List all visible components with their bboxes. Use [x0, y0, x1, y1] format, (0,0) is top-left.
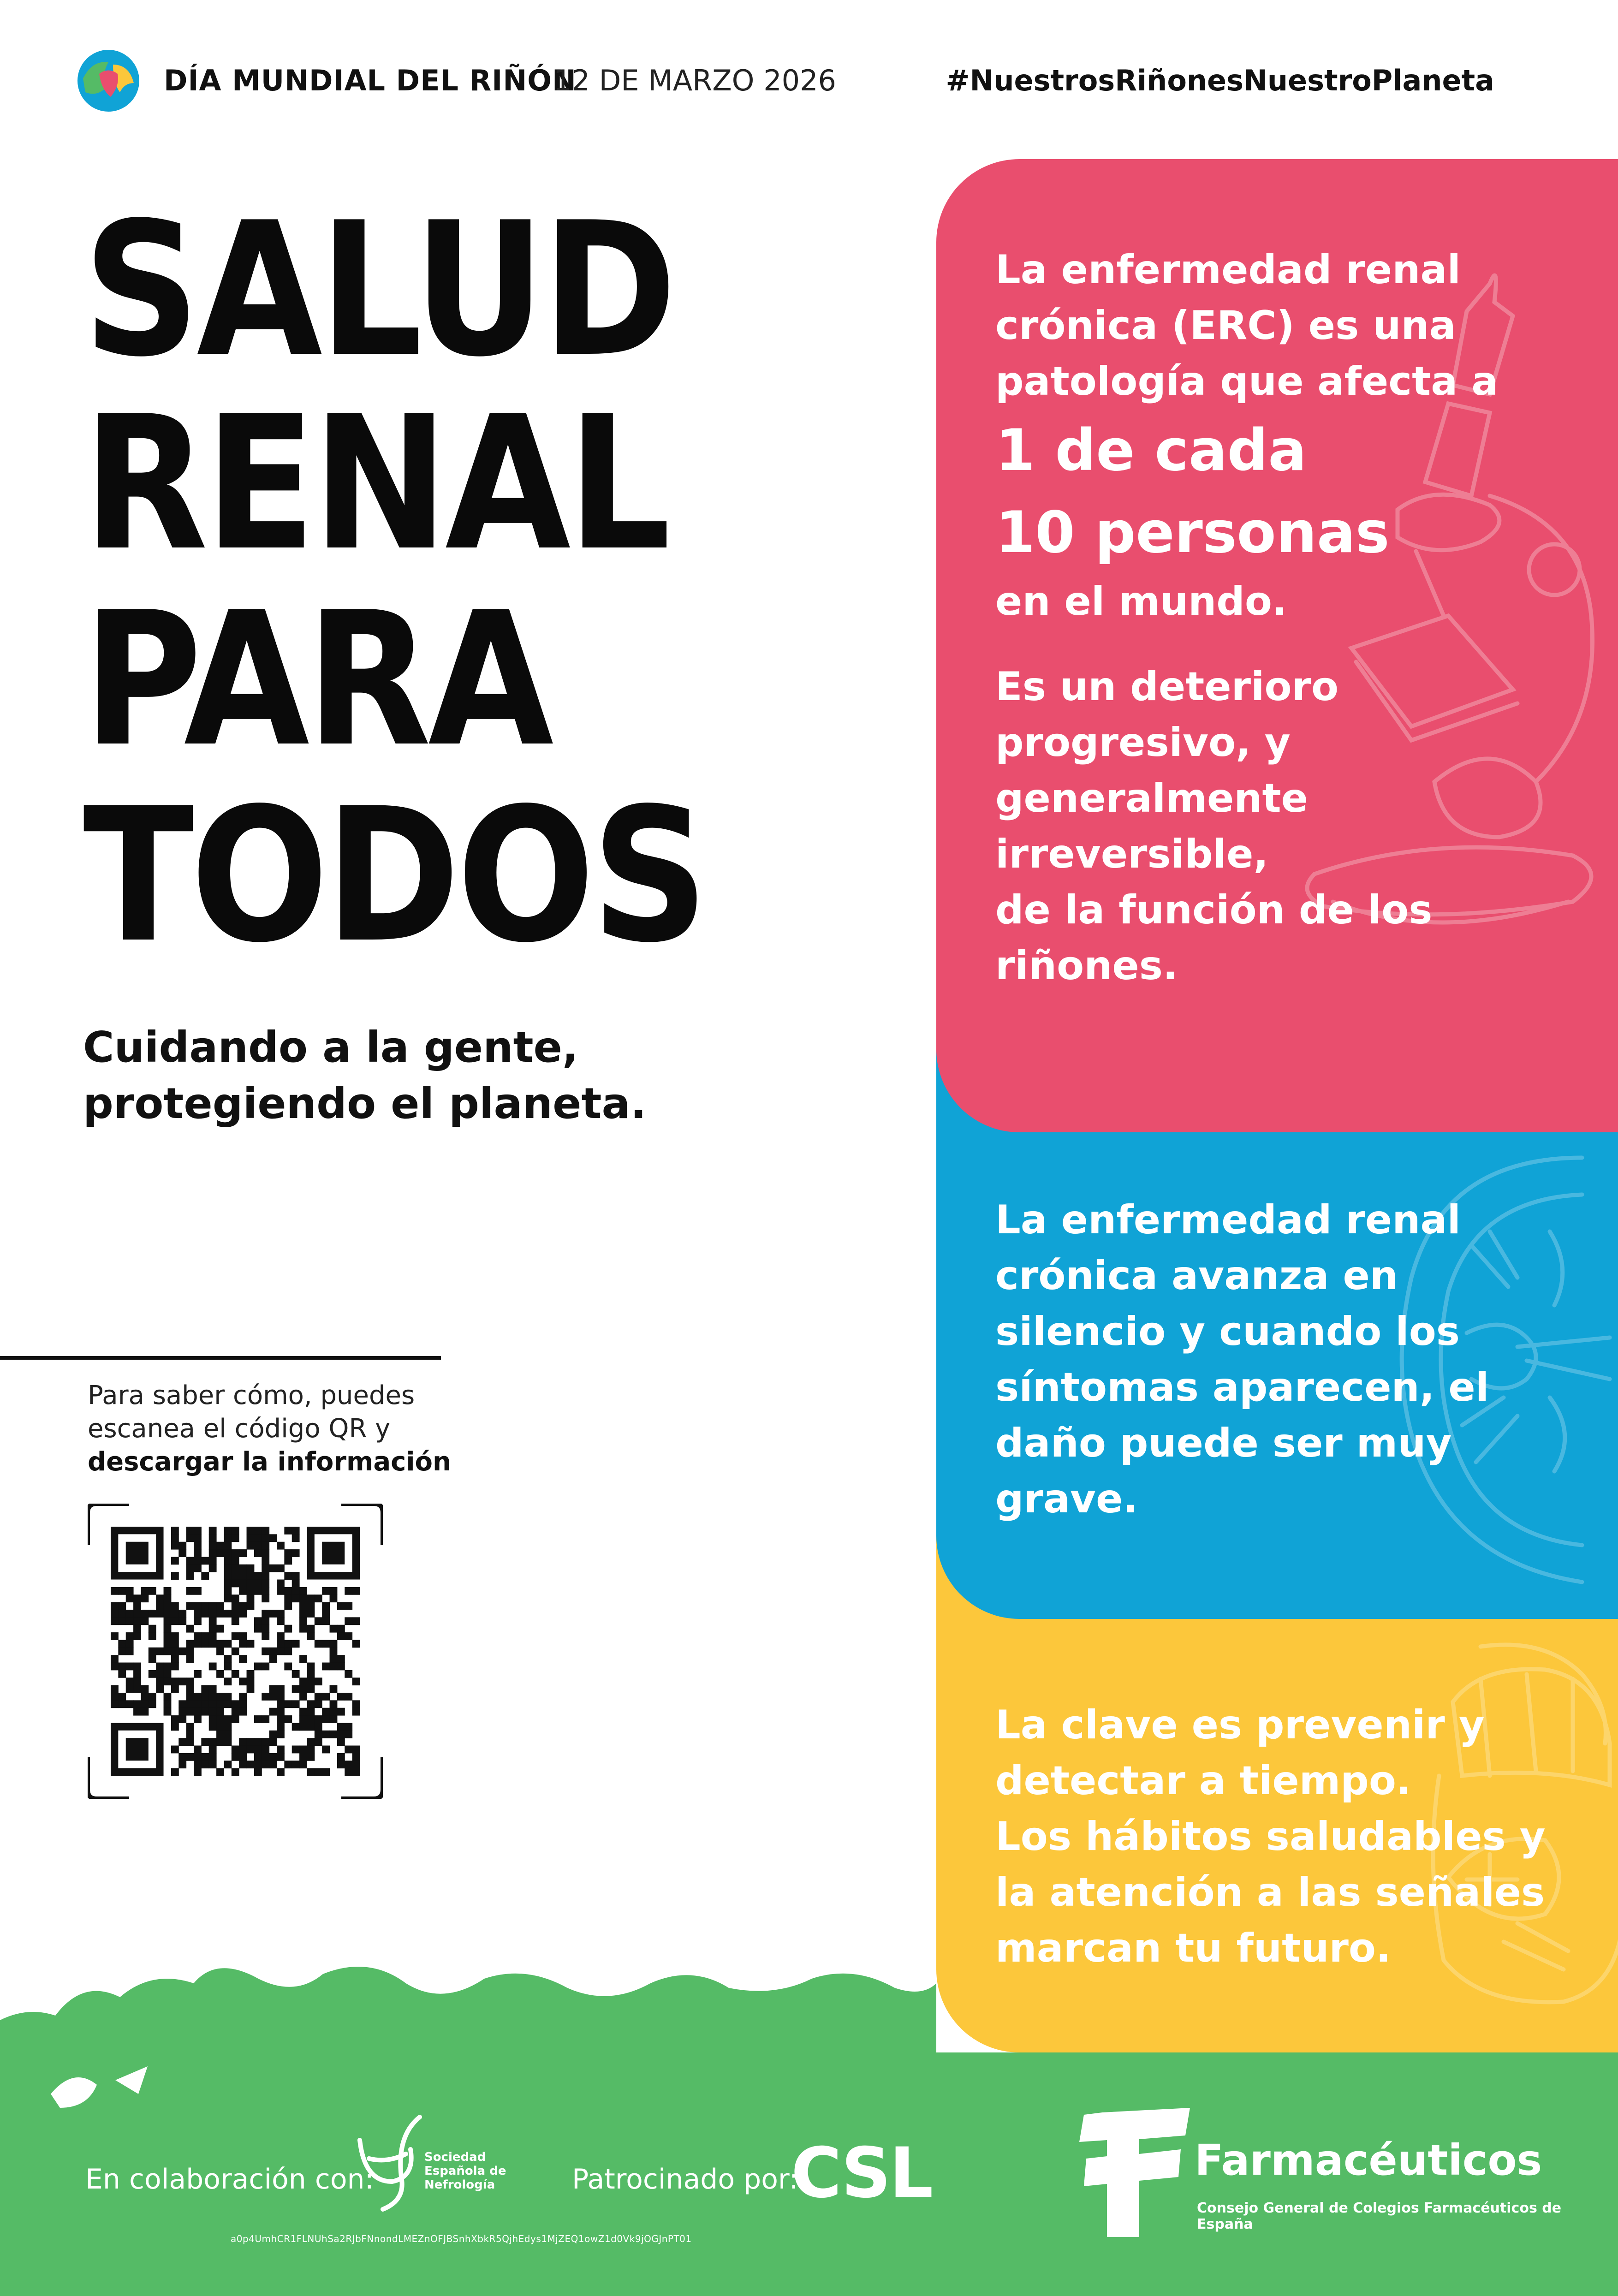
pink-stat-line-1: 1 de cada	[995, 417, 1307, 484]
farma-subtitle: Consejo General de Colegios Farmacéuticos de España	[1197, 2200, 1562, 2232]
blue-text	[995, 1192, 1558, 1527]
pink-line-4: en el mundo.	[995, 578, 1287, 625]
blue-line-5: daño puede ser muy	[995, 1420, 1452, 1466]
blue-line-6: grave.	[995, 1476, 1138, 1522]
yellow-line-1: La clave es prevenir y	[995, 1702, 1485, 1748]
headline-line-4: TODOS	[83, 769, 706, 983]
blue-line-1: La enfermedad renal	[995, 1197, 1461, 1243]
pink-line-7: generalmente	[995, 775, 1308, 821]
blue-line-3: silencio y cuando los	[995, 1309, 1460, 1355]
subtitle-line-1: Cuidando a la gente,	[83, 1023, 578, 1072]
blue-line-4: síntomas aparecen, el	[995, 1364, 1489, 1410]
headline-line-1: SALUD	[83, 183, 674, 398]
pink-line-8: irreversible,	[995, 831, 1269, 877]
collab-label: En colaboración con:	[85, 2163, 374, 2195]
sponsor-label: Patrocinado por:	[572, 2163, 798, 2195]
reference-code: a0p4UmhCR1FLNUhSa2RJbFNnondLMEZnOFJBSnhXbkR5QjhEdys1MjZEQ1owZ1d0Vk9jOGJnPT01	[231, 2233, 692, 2244]
subtitle	[83, 1019, 775, 1132]
hashtag: #NuestrosRiñonesNuestroPlaneta	[946, 64, 1494, 97]
qr-text-line-1: Para saber cómo, puedes	[88, 1380, 415, 1410]
sen-logo-icon	[351, 2108, 526, 2219]
pink-line-1: La enfermedad renal	[995, 247, 1461, 293]
yellow-line-5: marcan tu futuro.	[995, 1925, 1391, 1971]
pink-line-3: patología que afecta a	[995, 358, 1499, 404]
pink-line-2: crónica (ERC) es una	[995, 303, 1456, 349]
sponsor-logo: CSL	[791, 2133, 932, 2213]
qr-text-line-3: descargar la información	[88, 1447, 451, 1477]
pink-text	[995, 242, 1558, 994]
blue-line-2: crónica avanza en	[995, 1253, 1398, 1299]
pink-line-9: de la función de los	[995, 887, 1433, 933]
pink-stat-line-2: 10 personas	[995, 500, 1390, 566]
headline-line-3: PARA	[83, 573, 551, 787]
event-title: DÍA MUNDIAL DEL RIÑÓN	[164, 64, 577, 97]
yellow-line-3: Los hábitos saludables y	[995, 1814, 1546, 1860]
pink-line-5: Es un deterioro	[995, 664, 1339, 710]
headline-line-2: RENAL	[83, 377, 668, 591]
sen-logo-text-2: Española de	[424, 2164, 506, 2178]
pink-line-6: progresivo, y	[995, 720, 1291, 766]
sen-logo-text-1: Sociedad	[424, 2150, 486, 2164]
pink-line-10: riñones.	[995, 943, 1178, 989]
globe-kidney-icon	[74, 46, 143, 115]
farma-name: Farmacéuticos	[1195, 2135, 1542, 2185]
subtitle-line-2: protegiendo el planeta.	[83, 1079, 647, 1128]
event-date: 12 DE MARZO 2026	[553, 64, 836, 97]
divider	[0, 1356, 441, 1360]
qr-instructions	[88, 1379, 503, 1479]
silent-disease-panel	[936, 1047, 1618, 1619]
yellow-line-2: detectar a tiempo.	[995, 1758, 1411, 1804]
sen-logo-text-3: Nefrología	[424, 2178, 495, 2192]
erc-info-panel	[936, 159, 1618, 1132]
yellow-line-4: la atención a las señales	[995, 1869, 1545, 1915]
pharmacy-cross-icon	[1075, 2103, 1195, 2242]
qr-code-icon[interactable]	[88, 1504, 383, 1799]
qr-text-line-2: escanea el código QR y	[88, 1414, 391, 1444]
